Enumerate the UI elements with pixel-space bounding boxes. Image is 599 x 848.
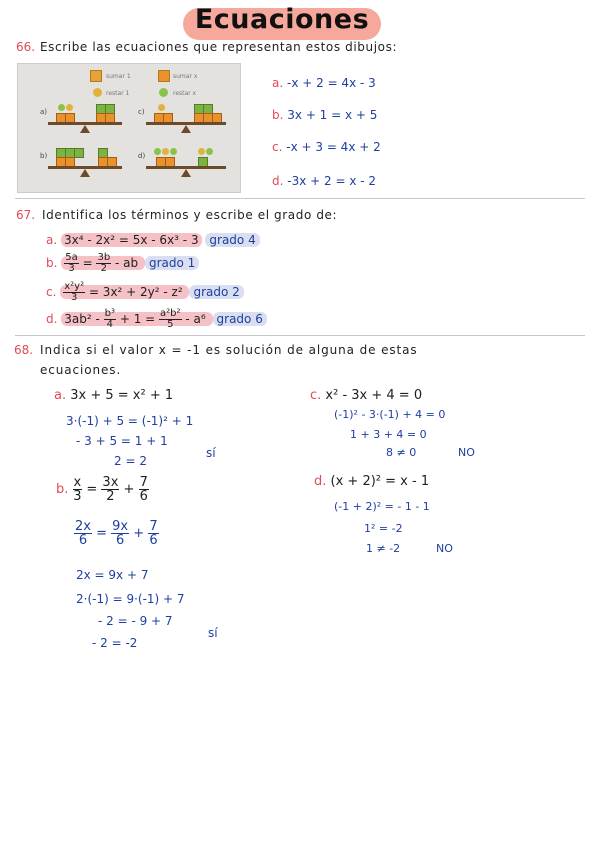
section-divider (15, 198, 585, 199)
item-68d-step-2: 1² = -2 (364, 522, 403, 535)
answer-66c-letter: c. (272, 140, 283, 154)
legend-restar-1: restar 1 (106, 90, 130, 97)
equals-sign: = (82, 256, 93, 270)
fraction-denominator: 4 (106, 319, 114, 330)
fraction-denominator: 5 (167, 319, 174, 330)
item-67d-letter: d. (46, 312, 58, 326)
add-x-cube-icon (158, 70, 170, 82)
item-68d-equation: (x + 2)² = x - 1 (330, 474, 430, 489)
add-one-cube-icon (90, 70, 102, 82)
item-67a-grade: grado 4 (205, 233, 259, 247)
ball-icon (170, 148, 177, 155)
scale-base (80, 169, 90, 177)
fraction-denominator: 6 (149, 533, 158, 548)
exercise-67-number: 67. (16, 208, 36, 222)
item-68b-step-5: - 2 = -2 (92, 636, 138, 650)
item-68c-step-2: 1 + 3 + 4 = 0 (350, 428, 427, 441)
answer-66a: -x + 2 = 4x - 3 (287, 76, 376, 90)
legend-sumar-1: sumar 1 (106, 73, 131, 80)
panel-a-label: a) (40, 108, 48, 116)
panel-d-label: d) (138, 152, 146, 160)
item-68b-step-2: 2x = 9x + 7 (76, 568, 149, 582)
item-68a-step-2: - 3 + 5 = 1 + 1 (76, 434, 168, 448)
item-67b-equation (61, 252, 145, 274)
equation-tail: = 3x² + 2y² - z² (88, 285, 183, 299)
fraction-numerator: 3x (102, 475, 119, 490)
panel-c-label: c) (138, 108, 145, 116)
ball-icon (66, 104, 73, 111)
equals-sign: = (96, 526, 108, 541)
ball-icon (158, 104, 165, 111)
answer-66b: 3x + 1 = x + 5 (287, 108, 378, 122)
scale-base (181, 125, 191, 133)
item-68d-letter: d. (314, 474, 327, 489)
legend-sumar-x: sumar x (173, 73, 198, 80)
fraction-numerator: 7 (139, 475, 148, 490)
fraction-numerator: a²b² (160, 308, 181, 319)
item-68d-step-3: 1 ≠ -2 (366, 542, 401, 555)
item-68b-step-3: 2·(-1) = 9·(-1) + 7 (76, 592, 185, 606)
fraction-denominator: 3 (70, 292, 78, 303)
item-68b-step-4: - 2 = - 9 + 7 (98, 614, 173, 628)
ball-icon (198, 148, 205, 155)
fraction-numerator: x (73, 475, 82, 490)
panel-b-label: b) (40, 152, 48, 160)
exercise-66-number: 66. (16, 40, 36, 54)
equation-tail: - a⁶ (185, 312, 206, 326)
item-67a-letter: a. (46, 233, 58, 247)
fraction-numerator: 7 (149, 519, 158, 534)
fraction-numerator: x²y² (64, 281, 85, 292)
item-68b-step-1 (74, 520, 159, 547)
fraction-numerator: 5a (65, 252, 78, 263)
scale-base (80, 125, 90, 133)
ball-icon (58, 104, 65, 111)
item-68a-equation: 3x + 5 = x² + 1 (70, 388, 174, 403)
exercise-68-prompt: Indica si el valor x = -1 es solución de alguna de estas (40, 343, 418, 357)
page-title: Ecuaciones (194, 4, 370, 35)
answer-66d: -3x + 2 = x - 2 (287, 174, 377, 188)
exercise-66-prompt: Escribe las ecuaciones que representan estos dibujos: (40, 40, 398, 54)
plus-sign: + (123, 482, 135, 497)
fraction-numerator: 9x (112, 519, 129, 534)
subtract-x-ball-icon (159, 88, 168, 97)
item-68a-step-3: 2 = 2 (114, 454, 147, 468)
balance-scales-photo (17, 63, 241, 193)
item-67d-equation (61, 308, 212, 330)
fraction-denominator: 3 (73, 489, 82, 504)
cube-icon (74, 148, 84, 158)
answer-66c: -x + 3 = 4x + 2 (286, 140, 381, 154)
ball-icon (206, 148, 213, 155)
item-68d-step-1: (-1 + 2)² = - 1 - 1 (334, 500, 430, 513)
fraction-denominator: 6 (78, 533, 88, 548)
fraction-denominator: 2 (106, 489, 115, 504)
item-68c-equation: x² - 3x + 4 = 0 (325, 388, 423, 403)
equation-tail: - ab (115, 256, 139, 270)
subtract-one-ball-icon (93, 88, 102, 97)
ball-icon (154, 148, 161, 155)
answer-66d-letter: d. (272, 174, 284, 188)
fraction-numerator: 3b (97, 252, 111, 263)
item-67c-equation (60, 281, 189, 303)
answer-66b-letter: b. (272, 108, 284, 122)
legend-restar-x: restar x (173, 90, 197, 97)
item-67c-letter: c. (46, 285, 57, 299)
item-68b-verdict: sí (208, 626, 218, 640)
item-67b-letter: b. (46, 256, 58, 270)
equals-sign: = (86, 482, 98, 497)
fraction-denominator: 2 (100, 263, 108, 274)
item-68a-letter: a. (54, 388, 67, 403)
item-67a-equation: 3x⁴ - 2x² = 5x - 6x³ - 3 (61, 233, 202, 247)
ball-icon (162, 148, 169, 155)
section-divider (15, 335, 585, 336)
fraction-numerator: b³ (104, 308, 116, 319)
item-68c-letter: c. (310, 388, 322, 403)
plus-sign: + (133, 526, 145, 541)
fraction-denominator: 6 (116, 533, 125, 548)
item-68a-step-1: 3·(-1) + 5 = (-1)² + 1 (66, 414, 194, 428)
equation-head: 3ab² - (64, 312, 100, 326)
answer-66a-letter: a. (272, 76, 284, 90)
item-68b-letter: b. (56, 482, 69, 497)
item-68c-verdict: NO (458, 446, 475, 459)
exercise-67-prompt: Identifica los términos y escribe el grado de: (42, 208, 338, 222)
item-67b-grade: grado 1 (145, 256, 199, 270)
exercise-68-prompt-cont: ecuaciones. (40, 363, 122, 377)
fraction-denominator: 6 (139, 489, 148, 504)
item-68d-verdict: NO (436, 542, 453, 555)
scale-base (181, 169, 191, 177)
fraction-numerator: 2x (75, 519, 91, 534)
exercise-68-number: 68. (14, 343, 34, 357)
item-67d-grade: grado 6 (213, 312, 267, 326)
item-68c-step-1: (-1)² - 3·(-1) + 4 = 0 (334, 408, 446, 421)
equation-middle: + 1 = (119, 312, 156, 326)
item-68a-verdict: sí (206, 446, 216, 460)
item-67c-grade: grado 2 (189, 285, 243, 299)
item-68c-step-3: 8 ≠ 0 (386, 446, 417, 459)
fraction-denominator: 3 (68, 263, 75, 274)
